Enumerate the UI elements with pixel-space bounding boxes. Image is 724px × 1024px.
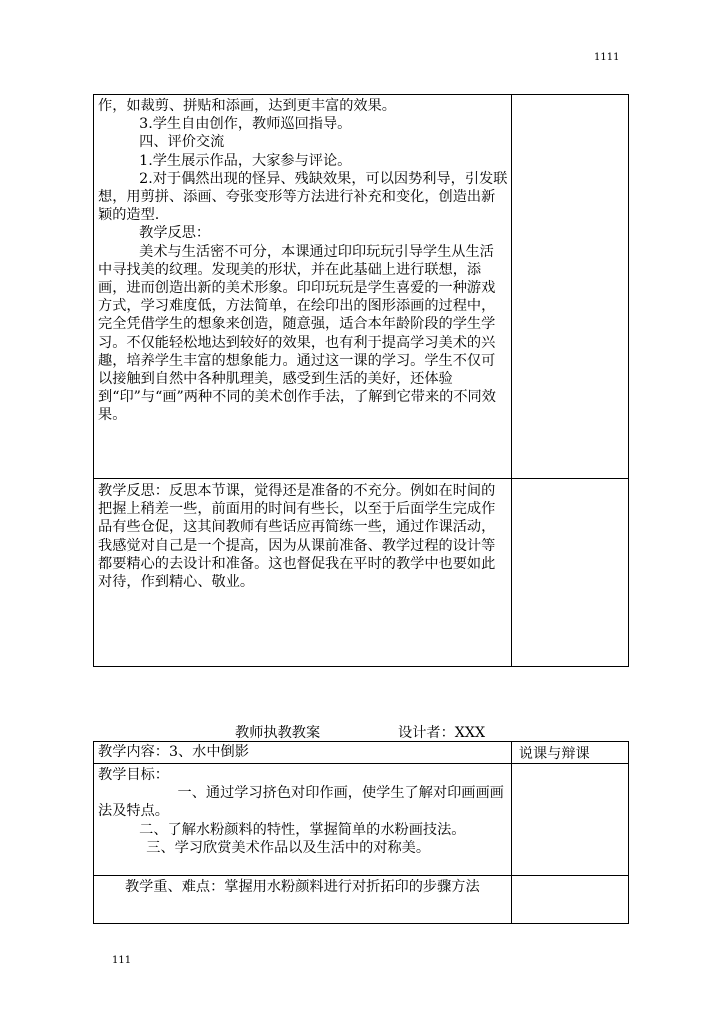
objectives-title: 教学目标： — [98, 767, 169, 783]
page-footer-number: 111 — [112, 955, 132, 966]
objective-1: 一、通过学习挤色对印作画，使学生了解对印画画画法及特点。 — [98, 785, 504, 820]
objective-3: 三、学习欣赏美术作品以及生活中的对称美。 — [146, 839, 431, 856]
procedure-line-2: 3.学生自由创作，教师巡回指导。 — [139, 116, 352, 133]
section-evaluation-heading: 四、评价交流 — [139, 134, 225, 151]
page-header-number: 1111 — [594, 52, 620, 63]
reflection-heading: 教学反思： — [139, 225, 211, 242]
side-header-label: 说课与辩课 — [518, 746, 590, 762]
lesson-procedure-cell — [94, 95, 512, 479]
teaching-content-label: 教学内容：3、水中倒影 — [98, 744, 249, 760]
side-notes-cell-2 — [511, 479, 628, 667]
teaching-objectives-cell — [94, 764, 512, 876]
key-points-text: 教学重、难点：掌握用水粉颜料进行对折拓印的步骤方法 — [124, 879, 480, 895]
designer-label: 设计者：XXX — [398, 725, 486, 741]
lesson-table-continued — [93, 94, 629, 667]
key-points-cell — [94, 876, 512, 924]
procedure-line-4: 2.对于偶然出现的怪异、残缺效果，可以因势利导，引发联想，用剪拼、添画、夸张变形等方法进行补充和变化，创造出新颖的造型. — [98, 170, 508, 224]
side-notes-cell-1 — [511, 95, 628, 479]
side-notes-cell-4 — [511, 876, 628, 924]
procedure-line-3: 1.学生展示作品，大家参与评论。 — [139, 152, 352, 169]
reflection-paragraph: 美术与生活密不可分，本课通过印印玩玩引导学生从生活中寻找美的纹理。发现美的形状，并在此基础上进行联想，添画，进而创造出新的美术形象。印印玩玩是学生喜爱的一种游戏方式，学习难度低，方法简单，在绘印出的图形添画的过程中，完全凭借学生的想象来创造，随意强，适合本年龄阶段的学生学习。不仅能轻松地达到较好的效果，也有利于提高学习美术的兴趣，培养学生丰富的想象能力。通过这一课的学习。学生不仅可以接触到自然中各种肌理美，感受到生活的美好，还体验到“印”与“画”两种不同的美术创作手法，了解到它带来的不同效果。 — [98, 243, 496, 424]
side-notes-cell-3 — [511, 764, 628, 876]
side-header-cell — [511, 742, 628, 764]
teaching-reflection-cell — [94, 479, 512, 667]
teaching-reflection-text: 教学反思：反思本节课，觉得还是准备的不充分。例如在时间的把握上稍差一些，前面用的时间有些长，以至于后面学生完成作品有些仓促，这其间教师有些话应再简练一些，通过作课活动，我感觉对自己是一个提高，因为从课前准备、教学过程的设计等都要精心的去设计和准备。这也督促我在平时的教学中也要如此对待，作到精心、敬业。 — [98, 483, 496, 591]
plan-title: 教师执教教案 — [235, 725, 321, 741]
procedure-line-1: 作，如裁剪、拼贴和添画，达到更丰富的效果。 — [98, 98, 396, 114]
lesson-plan-table — [93, 741, 629, 924]
objective-2: 二、了解水粉颜料的特性，掌握简单的水粉画技法。 — [139, 821, 466, 838]
teaching-content-cell — [94, 742, 512, 764]
